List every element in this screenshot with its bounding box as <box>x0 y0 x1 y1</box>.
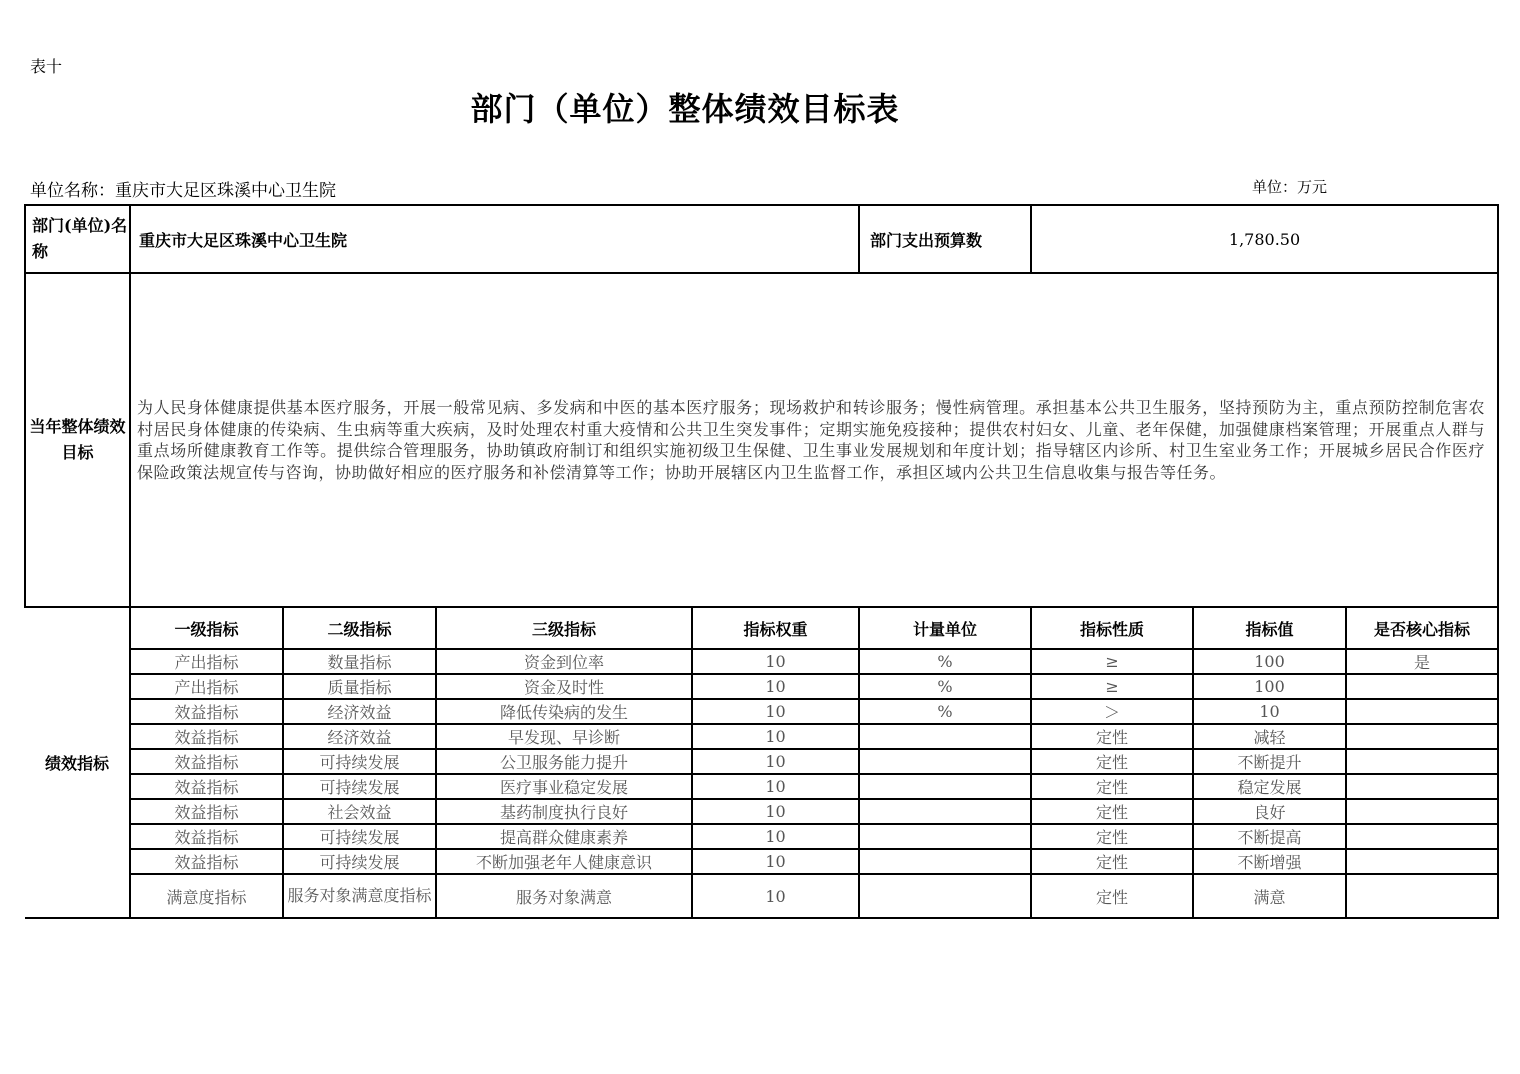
cell-level3: 基药制度执行良好 <box>436 799 692 824</box>
cell-value: 不断提升 <box>1193 749 1346 774</box>
table-row <box>25 799 1498 824</box>
cell-level2: 可持续发展 <box>283 849 436 874</box>
dept-name-label: 部门(单位)名称 <box>25 205 130 273</box>
cell-core <box>1346 849 1498 874</box>
cell-level3: 公卫服务能力提升 <box>436 749 692 774</box>
cell-level2: 可持续发展 <box>283 749 436 774</box>
cell-level2: 服务对象满意度指标 <box>283 874 436 918</box>
cell-weight: 10 <box>692 824 859 849</box>
indicator-header-row <box>25 607 1498 649</box>
cell-weight: 10 <box>692 724 859 749</box>
cell-value: 良好 <box>1193 799 1346 824</box>
cell-nature: 定性 <box>1031 749 1193 774</box>
col-header-level3: 三级指标 <box>436 607 692 649</box>
cell-level2: 经济效益 <box>283 699 436 724</box>
dept-name-value: 重庆市大足区珠溪中心卫生院 <box>130 205 859 273</box>
table-row <box>25 824 1498 849</box>
cell-nature: 定性 <box>1031 824 1193 849</box>
cell-level2: 质量指标 <box>283 674 436 699</box>
cell-value: 不断增强 <box>1193 849 1346 874</box>
cell-value: 100 <box>1193 674 1346 699</box>
cell-level3: 提高群众健康素养 <box>436 824 692 849</box>
cell-unit <box>859 724 1031 749</box>
cell-level3: 不断加强老年人健康意识 <box>436 849 692 874</box>
cell-unit: % <box>859 674 1031 699</box>
cell-core <box>1346 724 1498 749</box>
cell-level1: 效益指标 <box>130 699 283 724</box>
cell-level2: 数量指标 <box>283 649 436 674</box>
cell-nature: 定性 <box>1031 774 1193 799</box>
cell-unit <box>859 774 1031 799</box>
cell-level3: 降低传染病的发生 <box>436 699 692 724</box>
cell-level3: 服务对象满意 <box>436 874 692 918</box>
cell-nature: 定性 <box>1031 799 1193 824</box>
cell-level2: 社会效益 <box>283 799 436 824</box>
cell-weight: 10 <box>692 849 859 874</box>
cell-nature: ＞ <box>1031 699 1193 724</box>
cell-unit <box>859 799 1031 824</box>
cell-value: 稳定发展 <box>1193 774 1346 799</box>
table-row <box>25 874 1498 918</box>
cell-weight: 10 <box>692 674 859 699</box>
cell-core <box>1346 749 1498 774</box>
annual-goal-label: 当年整体绩效目标 <box>25 273 130 607</box>
cell-unit: % <box>859 699 1031 724</box>
table-row <box>25 649 1498 674</box>
unit-name-line: 单位名称：重庆市大足区珠溪中心卫生院 <box>30 181 336 201</box>
money-unit-label: 单位：万元 <box>1252 178 1328 196</box>
col-header-value: 指标值 <box>1193 607 1346 649</box>
cell-nature: ≥ <box>1031 649 1193 674</box>
cell-core <box>1346 674 1498 699</box>
cell-core: 是 <box>1346 649 1498 674</box>
cell-core <box>1346 824 1498 849</box>
cell-level1: 效益指标 <box>130 824 283 849</box>
budget-value: 1,780.50 <box>1031 205 1498 273</box>
cell-value: 10 <box>1193 699 1346 724</box>
cell-unit <box>859 874 1031 918</box>
goal-row <box>25 273 1498 607</box>
cell-level1: 满意度指标 <box>130 874 283 918</box>
cell-level2: 经济效益 <box>283 724 436 749</box>
cell-level1: 效益指标 <box>130 849 283 874</box>
cell-core <box>1346 774 1498 799</box>
cell-level3: 资金及时性 <box>436 674 692 699</box>
table-row <box>25 674 1498 699</box>
col-header-weight: 指标权重 <box>692 607 859 649</box>
cell-nature: ≥ <box>1031 674 1193 699</box>
page-title: 部门（单位）整体绩效目标表 <box>470 90 900 128</box>
table-row <box>25 849 1498 874</box>
cell-core <box>1346 874 1498 918</box>
sheet-label: 表十 <box>30 57 63 76</box>
performance-target-table <box>24 204 1499 919</box>
table-row <box>25 724 1498 749</box>
col-header-core: 是否核心指标 <box>1346 607 1498 649</box>
col-header-level2: 二级指标 <box>283 607 436 649</box>
cell-level1: 效益指标 <box>130 799 283 824</box>
cell-level1: 产出指标 <box>130 674 283 699</box>
cell-weight: 10 <box>692 799 859 824</box>
table-row <box>25 699 1498 724</box>
annual-goal-text: 为人民身体健康提供基本医疗服务，开展一般常见病、多发病和中医的基本医疗服务；现场救护和转诊服务；慢性病管理。承担基本公共卫生服务，坚持预防为主，重点预防控制危害农村居民身体健康的传染病、生虫病等重大疾病，及时处理农村重大疫情和公共卫生突发事件；定期实施免疫接种；提供农村妇女、儿童、老年保健，加强健康档案管理；开展重点人群与重点场所健康教育工作等。提供综合管理服务，协助镇政府制订和组织实施初级卫生保健、卫生事业发展规划和年度计划；指导辖区内诊所、村卫生室业务工作；开展城乡居民合作医疗保险政策法规宣传与咨询，协助做好相应的医疗服务和补偿清算等工作；协助开展辖区内卫生监督工作，承担区域内公共卫生信息收集与报告等任务。 <box>130 273 1498 607</box>
cell-level3: 早发现、早诊断 <box>436 724 692 749</box>
cell-unit <box>859 749 1031 774</box>
cell-value: 减轻 <box>1193 724 1346 749</box>
col-header-nature: 指标性质 <box>1031 607 1193 649</box>
cell-unit <box>859 849 1031 874</box>
cell-nature: 定性 <box>1031 849 1193 874</box>
table-row <box>25 749 1498 774</box>
table-row <box>25 774 1498 799</box>
cell-level1: 产出指标 <box>130 649 283 674</box>
cell-core <box>1346 699 1498 724</box>
budget-label: 部门支出预算数 <box>859 205 1031 273</box>
cell-value: 100 <box>1193 649 1346 674</box>
cell-nature: 定性 <box>1031 724 1193 749</box>
cell-weight: 10 <box>692 874 859 918</box>
cell-level2: 可持续发展 <box>283 774 436 799</box>
cell-core <box>1346 799 1498 824</box>
perf-indicator-label: 绩效指标 <box>25 607 130 918</box>
cell-unit <box>859 824 1031 849</box>
cell-level1: 效益指标 <box>130 774 283 799</box>
cell-level1: 效益指标 <box>130 749 283 774</box>
cell-level3: 医疗事业稳定发展 <box>436 774 692 799</box>
cell-nature: 定性 <box>1031 874 1193 918</box>
col-header-unit: 计量单位 <box>859 607 1031 649</box>
cell-level3: 资金到位率 <box>436 649 692 674</box>
cell-weight: 10 <box>692 649 859 674</box>
cell-weight: 10 <box>692 774 859 799</box>
cell-unit: % <box>859 649 1031 674</box>
cell-weight: 10 <box>692 749 859 774</box>
cell-value: 满意 <box>1193 874 1346 918</box>
cell-level2: 可持续发展 <box>283 824 436 849</box>
cell-value: 不断提高 <box>1193 824 1346 849</box>
col-header-level1: 一级指标 <box>130 607 283 649</box>
cell-level1: 效益指标 <box>130 724 283 749</box>
dept-row <box>25 205 1498 273</box>
cell-weight: 10 <box>692 699 859 724</box>
